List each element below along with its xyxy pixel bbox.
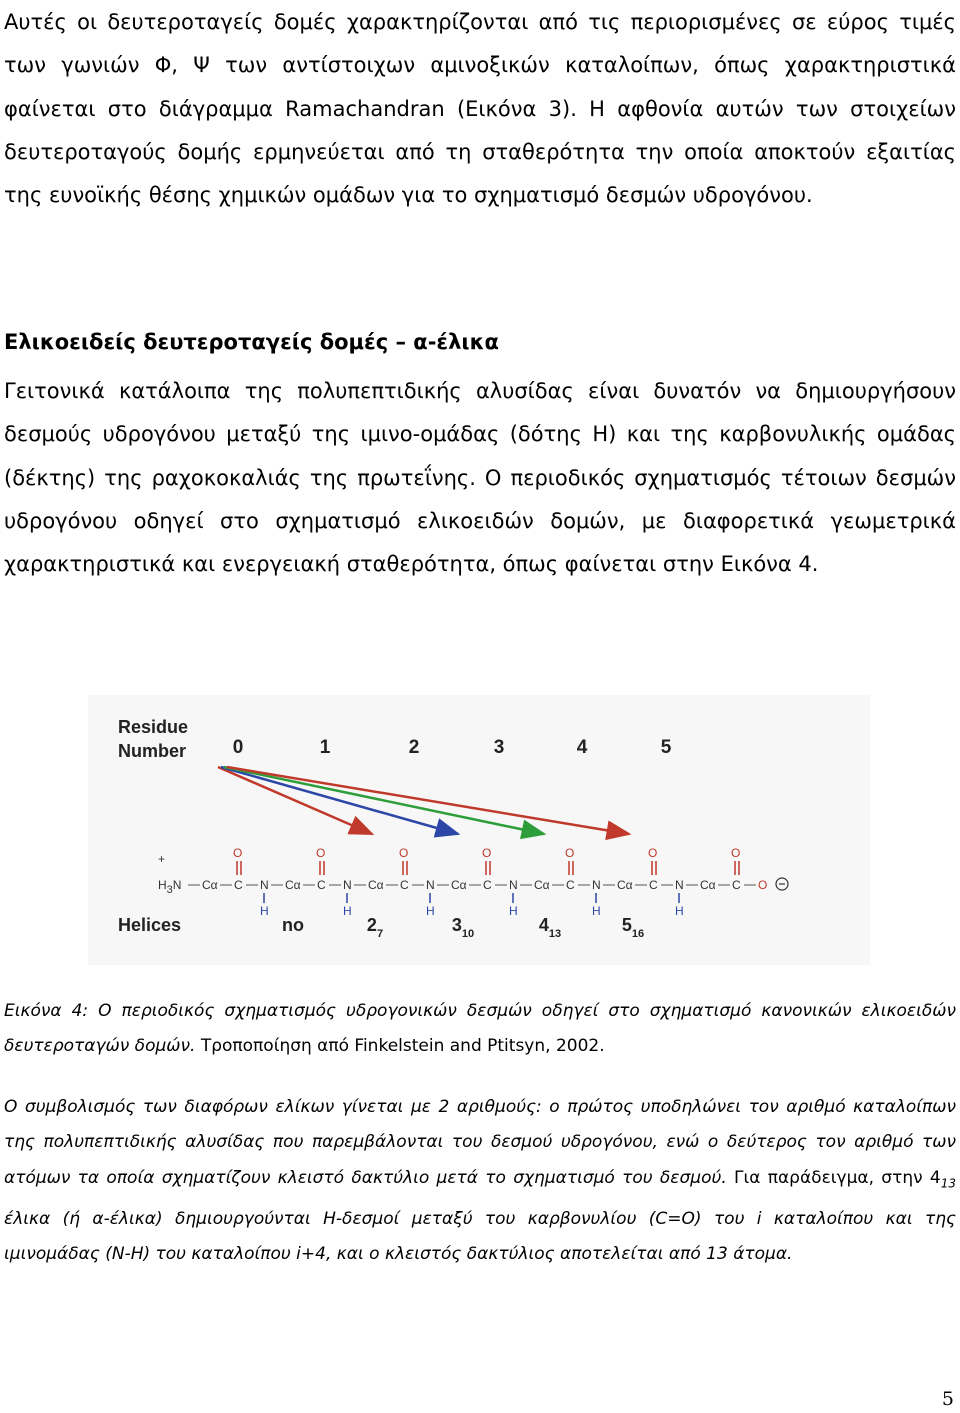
atom-c: C [234, 878, 243, 892]
helix-subscript: 13 [940, 1176, 956, 1191]
atom-c: C [732, 878, 741, 892]
n-terminus-plus: + [158, 852, 166, 866]
alpha-helix-paragraph: Γειτονικά κατάλοιπα της πολυπεπτιδικής αλυσίδας είναι δυνατόν να δημιουργήσουν δεσμούς υδρογόνου μεταξύ της ιμινο-ομάδας (δότης Η) και της καρβονυλικής ομάδας (δέκτης) της ραχοκοκαλιάς της πρωτεΐνης. Ο περιοδικός σχηματισμός τέτοιων δεσμών υδρογόνου οδηγεί στο σχηματισμό ελικοειδών δομών, με διαφορετικά γεωμετρικά χαρακτηριστικά και ενεργειακή σταθερότητα, όπως φαίνεται στην Εικόνα 4. [4, 379, 956, 577]
atom-c: C [649, 878, 658, 892]
atom-c: C [566, 878, 575, 892]
residue-number: 1 [319, 737, 331, 758]
atom-h: H [426, 904, 435, 918]
atom-n: N [675, 878, 684, 892]
atom-ca: Cα [617, 878, 633, 892]
atom-ca: Cα [700, 878, 716, 892]
helices-label: Helices [118, 915, 182, 935]
residue-unit [316, 846, 398, 918]
atom-ca: Cα [202, 878, 218, 892]
caption-source: Τροποποίηση από Finkelstein and Ptitsyn, 2002. [195, 1036, 605, 1057]
atom-n: N [426, 878, 435, 892]
atom-n: N [343, 878, 352, 892]
caption-main: Εικόνα 4: Ο περιοδικός σχηματισμός υδρογονικών δεσμών οδηγεί στο σχηματισμό κανονικών ελικοειδών δευτεροταγών δομών. [4, 1001, 956, 1057]
backbone-atoms [158, 846, 788, 918]
residue-unit [233, 846, 315, 918]
notation-text: Ο συμβολισμός των διαφόρων ελίκων γίνεται με 2 αριθμούς: ο πρώτος υποδηλώνει τον αριθμό καταλοίπων της πολυπεπτιδικής αλυσίδας που παρεμβάλονται του δεσμού υδρογόνου, ενώ ο δεύτερος τον αριθμό των ατόμων τα οποία σχηματίζουν κλειστό δακτύλιο μετά το σχηματισμό του δεσμού. [4, 1097, 956, 1188]
atom-o: O [648, 846, 658, 860]
atom-h: H [509, 904, 518, 918]
atom-h: H [675, 904, 684, 918]
figure-svg [88, 695, 870, 965]
helix-type: no [282, 915, 304, 935]
atom-o: O [482, 846, 492, 860]
helix-notation-paragraph [4, 1090, 956, 1272]
atom-o: O [316, 846, 326, 860]
atom-c: C [400, 878, 409, 892]
atom-c: C [483, 878, 492, 892]
n-terminus: H3N [158, 878, 182, 896]
hbond-arrow-4-13 [224, 767, 544, 834]
residue-number: 3 [493, 737, 505, 758]
atom-h: H [260, 904, 269, 918]
helix-type: $5_{16}$ [621, 915, 645, 940]
atom-h: H [592, 904, 601, 918]
atom-ca: Cα [534, 878, 550, 892]
residue-unit [648, 846, 730, 918]
atom-o: O [565, 846, 575, 860]
residue-number: 4 [576, 737, 588, 758]
c-terminus [731, 846, 788, 892]
residue-unit [482, 846, 564, 918]
atom-n: N [509, 878, 518, 892]
atom-o: O [399, 846, 409, 860]
residue-label-line1: Residue [118, 717, 189, 737]
atom-ca: Cα [285, 878, 301, 892]
atom-o: O [758, 878, 768, 892]
hbond-arrow-5-16 [227, 767, 629, 834]
atom-o: O [731, 846, 741, 860]
atom-ca: Cα [368, 878, 384, 892]
example-text: Για παράδειγμα, στην 4 [726, 1167, 941, 1188]
atom-ca: Cα [451, 878, 467, 892]
figure-4-hydrogen-bond-diagram [88, 695, 870, 965]
atom-n: N [592, 878, 601, 892]
figure-caption [4, 994, 956, 1065]
atom-o: O [233, 846, 243, 860]
residue-unit [565, 846, 647, 918]
residue-number: 0 [232, 737, 244, 758]
atom-n: N [260, 878, 269, 892]
helix-type: $2_7$ [366, 915, 384, 940]
atom-h: H [343, 904, 352, 918]
intro-paragraph: Αυτές οι δευτεροταγείς δομές χαρακτηρίζονται από τις περιορισμένες σε εύρος τιμές των γωνιών Φ, Ψ των αντίστοιχων αμινοξικών καταλοίπων, όπως χαρακτηριστικά φαίνεται στο διάγραμμα Ramachandran (Εικόνα 3). Η αφθονία αυτών των στοιχείων δευτεροταγούς δομής ερμηνεύεται από τη σταθερότητα την οποία αποκτούν εξαιτίας της ευνοϊκής θέσης χημικών ομάδων για το σχηματισμό δεσμών υδρογόνου. [4, 10, 956, 208]
example-text-rest: έλικα (ή α-έλικα) δημιουργούνται Η-δεσμοί μεταξύ του καρβονυλίου (C=O) του i καταλοίπου και της ιμινομάδας (N-H) του καταλοίπου i+4, και ο κλειστός δακτύλιος αποτελείται από 13 άτομα. [4, 1208, 956, 1265]
helix-type: $3_{10}$ [451, 915, 475, 940]
residue-number: 2 [408, 737, 420, 758]
helix-type: $4_{13}$ [538, 915, 562, 940]
residue-unit [399, 846, 481, 918]
atom-c: C [317, 878, 326, 892]
page-number: 5 [941, 1388, 954, 1410]
section-heading: Ελικοειδείς δευτεροταγείς δομές – α-έλικα [4, 330, 499, 354]
residue-number: 5 [660, 737, 672, 758]
hbond-arrow-2-7 [218, 767, 372, 834]
residue-label-line2: Number [118, 741, 187, 761]
